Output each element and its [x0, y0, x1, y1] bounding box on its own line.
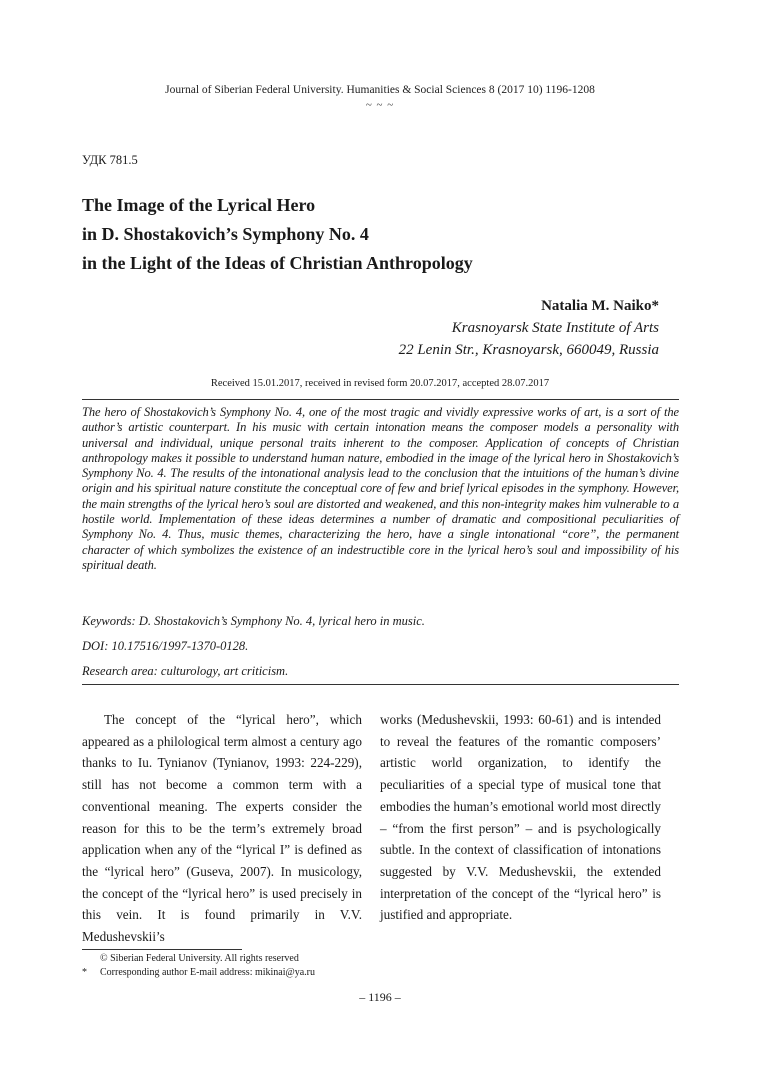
- copyright-text: © Siberian Federal University. All rights reserved: [100, 953, 299, 964]
- page-number: – 1196 –: [359, 990, 401, 1004]
- title-line: in D. Shostakovich’s Symphony No. 4: [82, 224, 369, 244]
- udk-code: УДК 781.5: [82, 153, 138, 167]
- footnote-copyright: [82, 952, 299, 965]
- body-column-right: [380, 709, 661, 926]
- title-line: in the Light of the Ideas of Christian Anthropology: [82, 253, 473, 273]
- body-paragraph: The concept of the “lyrical hero”, which appeared as a philological term almost a century ago thanks to Iu. Tynianov (Tynianov, 1993: 224-229), still has not become a common term with a conventional meaning. The experts consider the reason for this to be the term’s extremely broad application when any of the “lyrical I” is defined as the “lyrical hero” (Guseva, 2007). In musicology, the concept of the “lyrical hero” is used precisely in this vein. It is found primarily in V.V. Medushevskii’s: [82, 712, 362, 945]
- author-affiliation: Krasnoyarsk State Institute of Arts: [451, 320, 659, 336]
- author-block: [399, 295, 659, 361]
- abstract-bottom-rule: [82, 684, 679, 685]
- footnote-rule: [82, 949, 242, 950]
- abstract: The hero of Shostakovich’s Symphony No. 4, one of the most tragic and vividly expressive works of art, is a sort of the author’s artistic counterpart. In his music with certain intonation means the composer models a personality with universal and individual, unique personal traits inherent to the composer. Application of concepts of Christian anthropology makes it possible to understand human nature, embodied in the image of the lyrical hero in Shostakovich’s Symphony No. 4. The results of the intonational analysis lead to the conclusion that the intuitions of the human’s divine origin and his spiritual nature constitute the conceptual core of few and brief lyrical episodes in the symphony. However, the main strengths of the lyrical hero’s soul are distorted and weakened, and this non-integrity makes him vulnerable to a hostile world. Implementation of these ideas determines a number of dramatic and compositional peculiarities of Symphony No. 4. Thus, music themes, characterizing the hero, have a single intonational “core”, the permanent character of which symbolizes the existence of an indestructible core in the lyrical hero’s soul and impossibility of his spiritual death.: [82, 405, 679, 572]
- research-area: Research area: culturology, art criticism.: [82, 664, 289, 678]
- doi: DOI: 10.17516/1997-1370-0128.: [82, 639, 249, 653]
- footnote-corresponding: [82, 966, 315, 979]
- author-name: Natalia M. Naiko*: [541, 298, 659, 314]
- title-line: The Image of the Lyrical Hero: [82, 195, 316, 215]
- footnote-mark: *: [82, 967, 87, 978]
- keywords: Keywords: D. Shostakovich’s Symphony No. 4, lyrical hero in music.: [82, 614, 425, 628]
- received-dates: Received 15.01.2017, received in revised form 20.07.2017, accepted 28.07.2017: [210, 378, 550, 389]
- corresponding-email: Corresponding author E-mail address: mikinai@ya.ru: [100, 967, 315, 978]
- header-separator: ~ ~ ~: [365, 99, 395, 111]
- journal-header: Journal of Siberian Federal University. Humanities & Social Sciences 8 (2017 10) 1196-1208: [165, 84, 595, 96]
- author-address: 22 Lenin Str., Krasnoyarsk, 660049, Russia: [398, 342, 659, 358]
- abstract-top-rule: [82, 399, 679, 400]
- body-column-left: [82, 709, 362, 948]
- body-paragraph: works (Medushevskii, 1993: 60-61) and is intended to reveal the features of the romantic composers’ artistic world organization, to identify the peculiarities of a special type of musical tone that embodies the human’s emotional world most directly – “from the first person” – and is psychologically subtle. In the context of classification of intonations suggested by V.V. Medushevskii, the extended interpretation of the concept of the “lyrical hero” is justified and appropriate.: [380, 712, 661, 923]
- article-title: [82, 191, 682, 278]
